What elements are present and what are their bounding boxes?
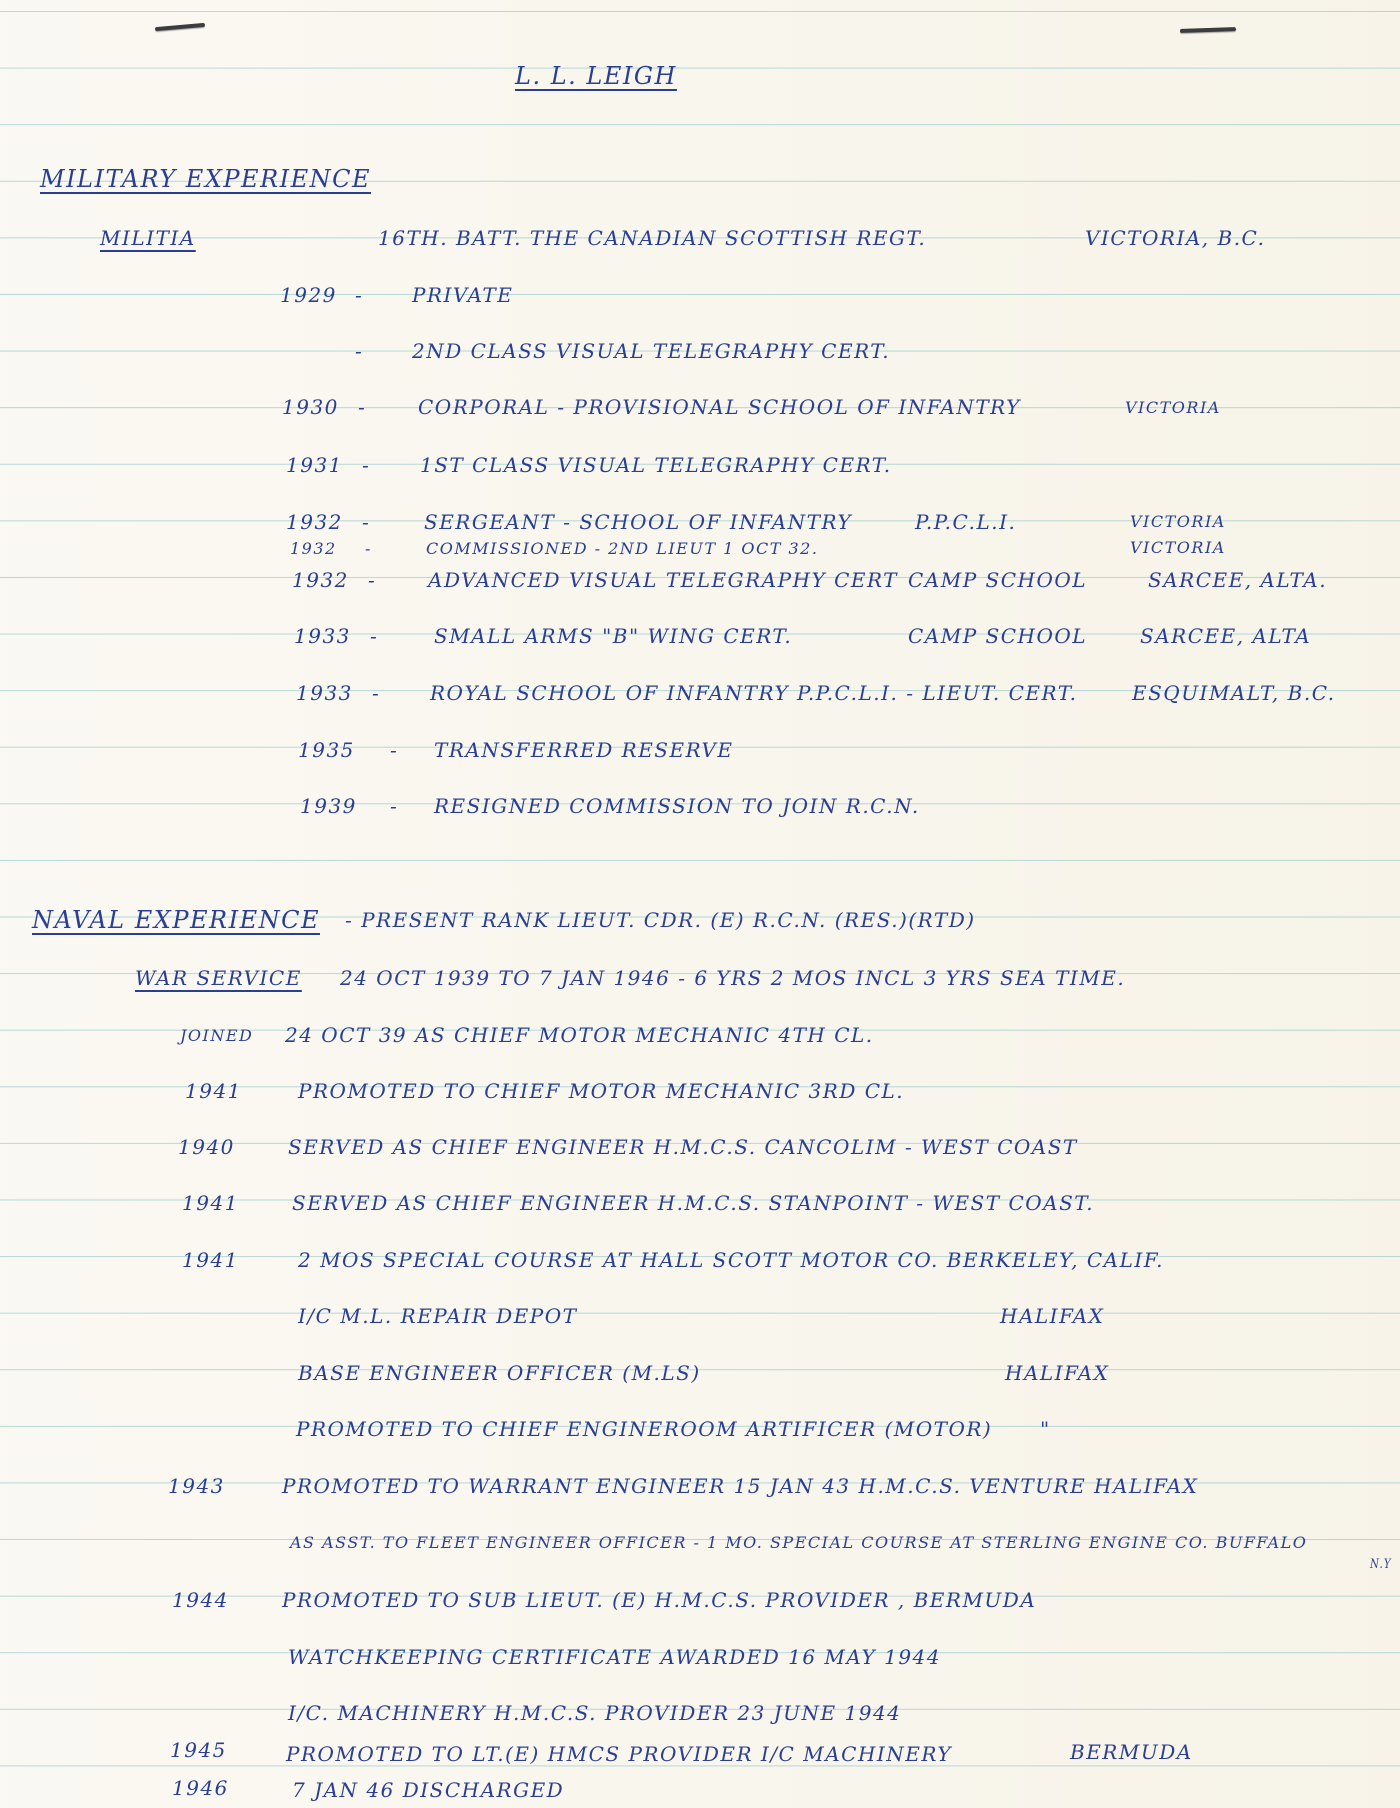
mil-text: 2ND CLASS VISUAL TELEGRAPHY CERT. <box>412 339 891 363</box>
mil-sep: - <box>390 794 399 818</box>
mil-year: 1932 <box>290 539 337 558</box>
mil-sep: - <box>370 624 379 648</box>
mil-sep: - <box>372 681 381 705</box>
nav-year: 1941 <box>182 1191 239 1215</box>
nav-text: I/C M.L. REPAIR DEPOT <box>298 1304 578 1328</box>
nav-text: 2 MOS SPECIAL COURSE AT HALL SCOTT MOTOR CO. BERKELEY, CALIF. <box>298 1248 1164 1272</box>
mil-text: 1ST CLASS VISUAL TELEGRAPHY CERT. <box>420 453 892 477</box>
mil-text: CORPORAL - PROVISIONAL SCHOOL OF INFANTRY <box>418 395 1021 419</box>
mil-col3: VICTORIA <box>1130 538 1226 557</box>
nav-year: 1945 <box>170 1738 227 1762</box>
mil-col2: P.P.C.L.I. <box>915 510 1017 534</box>
nav-loc: HALIFAX <box>1005 1361 1110 1385</box>
mil-sep: - <box>355 339 364 363</box>
staple-right <box>1180 27 1236 33</box>
mil-text: SMALL ARMS "B" WING CERT. <box>434 624 793 648</box>
mil-sep: - <box>365 539 372 558</box>
nav-text: PROMOTED TO WARRANT ENGINEER 15 JAN 43 H.M.C.S. VENTURE HALIFAX <box>282 1474 1199 1498</box>
mil-col3: SARCEE, ALTA <box>1140 624 1312 648</box>
mil-col3: ESQUIMALT, B.C. <box>1132 681 1336 705</box>
nav-text: I/C. MACHINERY H.M.C.S. PROVIDER 23 JUNE 1944 <box>288 1701 902 1725</box>
nav-text: AS ASST. TO FLEET ENGINEER OFFICER - 1 MO. SPECIAL COURSE AT STERLING ENGINE CO. BUFFALO <box>290 1533 1308 1552</box>
nav-text: WATCHKEEPING CERTIFICATE AWARDED 16 MAY 1944 <box>288 1645 942 1669</box>
mil-sep: - <box>368 568 377 592</box>
mil-year: 1939 <box>300 794 357 818</box>
mil-year: 1930 <box>282 395 339 419</box>
naval-heading: NAVAL EXPERIENCE <box>32 906 320 934</box>
mil-text: TRANSFERRED RESERVE <box>434 738 734 762</box>
nav-year: 1940 <box>178 1135 235 1159</box>
mil-text: SERGEANT - SCHOOL OF INFANTRY <box>424 510 853 534</box>
mil-year: 1931 <box>286 453 343 477</box>
nav-note: N.Y <box>1370 1557 1392 1572</box>
mil-text: ROYAL SCHOOL OF INFANTRY P.P.C.L.I. - LIEUT. CERT. <box>430 681 1078 705</box>
military-heading: MILITARY EXPERIENCE <box>40 165 372 193</box>
mil-sep: - <box>358 395 367 419</box>
war-service-text: 24 OCT 1939 TO 7 JAN 1946 - 6 YRS 2 MOS INCL 3 YRS SEA TIME. <box>340 966 1126 990</box>
mil-col2: CAMP SCHOOL <box>908 568 1088 592</box>
staple-left <box>155 23 205 31</box>
nav-loc: " <box>1040 1417 1051 1441</box>
war-service-label: WAR SERVICE <box>135 966 302 990</box>
mil-text: PRIVATE <box>412 283 514 307</box>
nav-text: PROMOTED TO LT.(E) HMCS PROVIDER I/C MACHINERY <box>286 1742 953 1766</box>
document-title: L. L. LEIGH <box>515 62 677 90</box>
nav-text: PROMOTED TO CHIEF MOTOR MECHANIC 3RD CL. <box>298 1079 905 1103</box>
mil-year: 1933 <box>296 681 353 705</box>
mil-sep: - <box>355 283 364 307</box>
mil-sep: - <box>362 453 371 477</box>
nav-text: SERVED AS CHIEF ENGINEER H.M.C.S. CANCOLIM - WEST COAST <box>288 1135 1078 1159</box>
nav-text: PROMOTED TO CHIEF ENGINEROOM ARTIFICER (MOTOR) <box>296 1417 993 1441</box>
mil-sep: - <box>390 738 399 762</box>
mil-text: ADVANCED VISUAL TELEGRAPHY CERT <box>428 568 899 592</box>
mil-text: COMMISSIONED - 2ND LIEUT 1 OCT 32. <box>426 539 819 558</box>
militia-label: MILITIA <box>100 226 196 250</box>
mil-sep: - <box>362 510 371 534</box>
militia-unit: 16TH. BATT. THE CANADIAN SCOTTISH REGT. <box>378 226 927 250</box>
mil-col3: VICTORIA <box>1125 398 1221 417</box>
nav-year: 1943 <box>168 1474 225 1498</box>
mil-col2: CAMP SCHOOL <box>908 624 1088 648</box>
nav-year: 1941 <box>182 1248 239 1272</box>
nav-text: BASE ENGINEER OFFICER (M.LS) <box>298 1361 701 1385</box>
nav-year: 1944 <box>172 1588 229 1612</box>
mil-col3: SARCEE, ALTA. <box>1148 568 1328 592</box>
mil-text: RESIGNED COMMISSION TO JOIN R.C.N. <box>434 794 920 818</box>
nav-text: 7 JAN 46 DISCHARGED <box>292 1778 565 1802</box>
nav-text: PROMOTED TO SUB LIEUT. (E) H.M.C.S. PROVIDER , BERMUDA <box>282 1588 1037 1612</box>
mil-year: 1935 <box>298 738 355 762</box>
militia-location: VICTORIA, B.C. <box>1085 226 1266 250</box>
nav-year: JOINED <box>180 1026 254 1045</box>
nav-loc: BERMUDA <box>1070 1740 1193 1764</box>
mil-year: 1933 <box>294 624 351 648</box>
mil-year: 1932 <box>286 510 343 534</box>
mil-year: 1929 <box>280 283 337 307</box>
nav-loc: HALIFAX <box>1000 1304 1105 1328</box>
naval-rank: - PRESENT RANK LIEUT. CDR. (E) R.C.N. (RES.)(RTD) <box>345 908 976 932</box>
mil-year: 1932 <box>292 568 349 592</box>
nav-year: 1941 <box>185 1079 242 1103</box>
nav-year: 1946 <box>172 1776 229 1800</box>
nav-text: SERVED AS CHIEF ENGINEER H.M.C.S. STANPOINT - WEST COAST. <box>292 1191 1095 1215</box>
nav-text: 24 OCT 39 AS CHIEF MOTOR MECHANIC 4TH CL. <box>285 1023 874 1047</box>
mil-col3: VICTORIA <box>1130 512 1226 531</box>
